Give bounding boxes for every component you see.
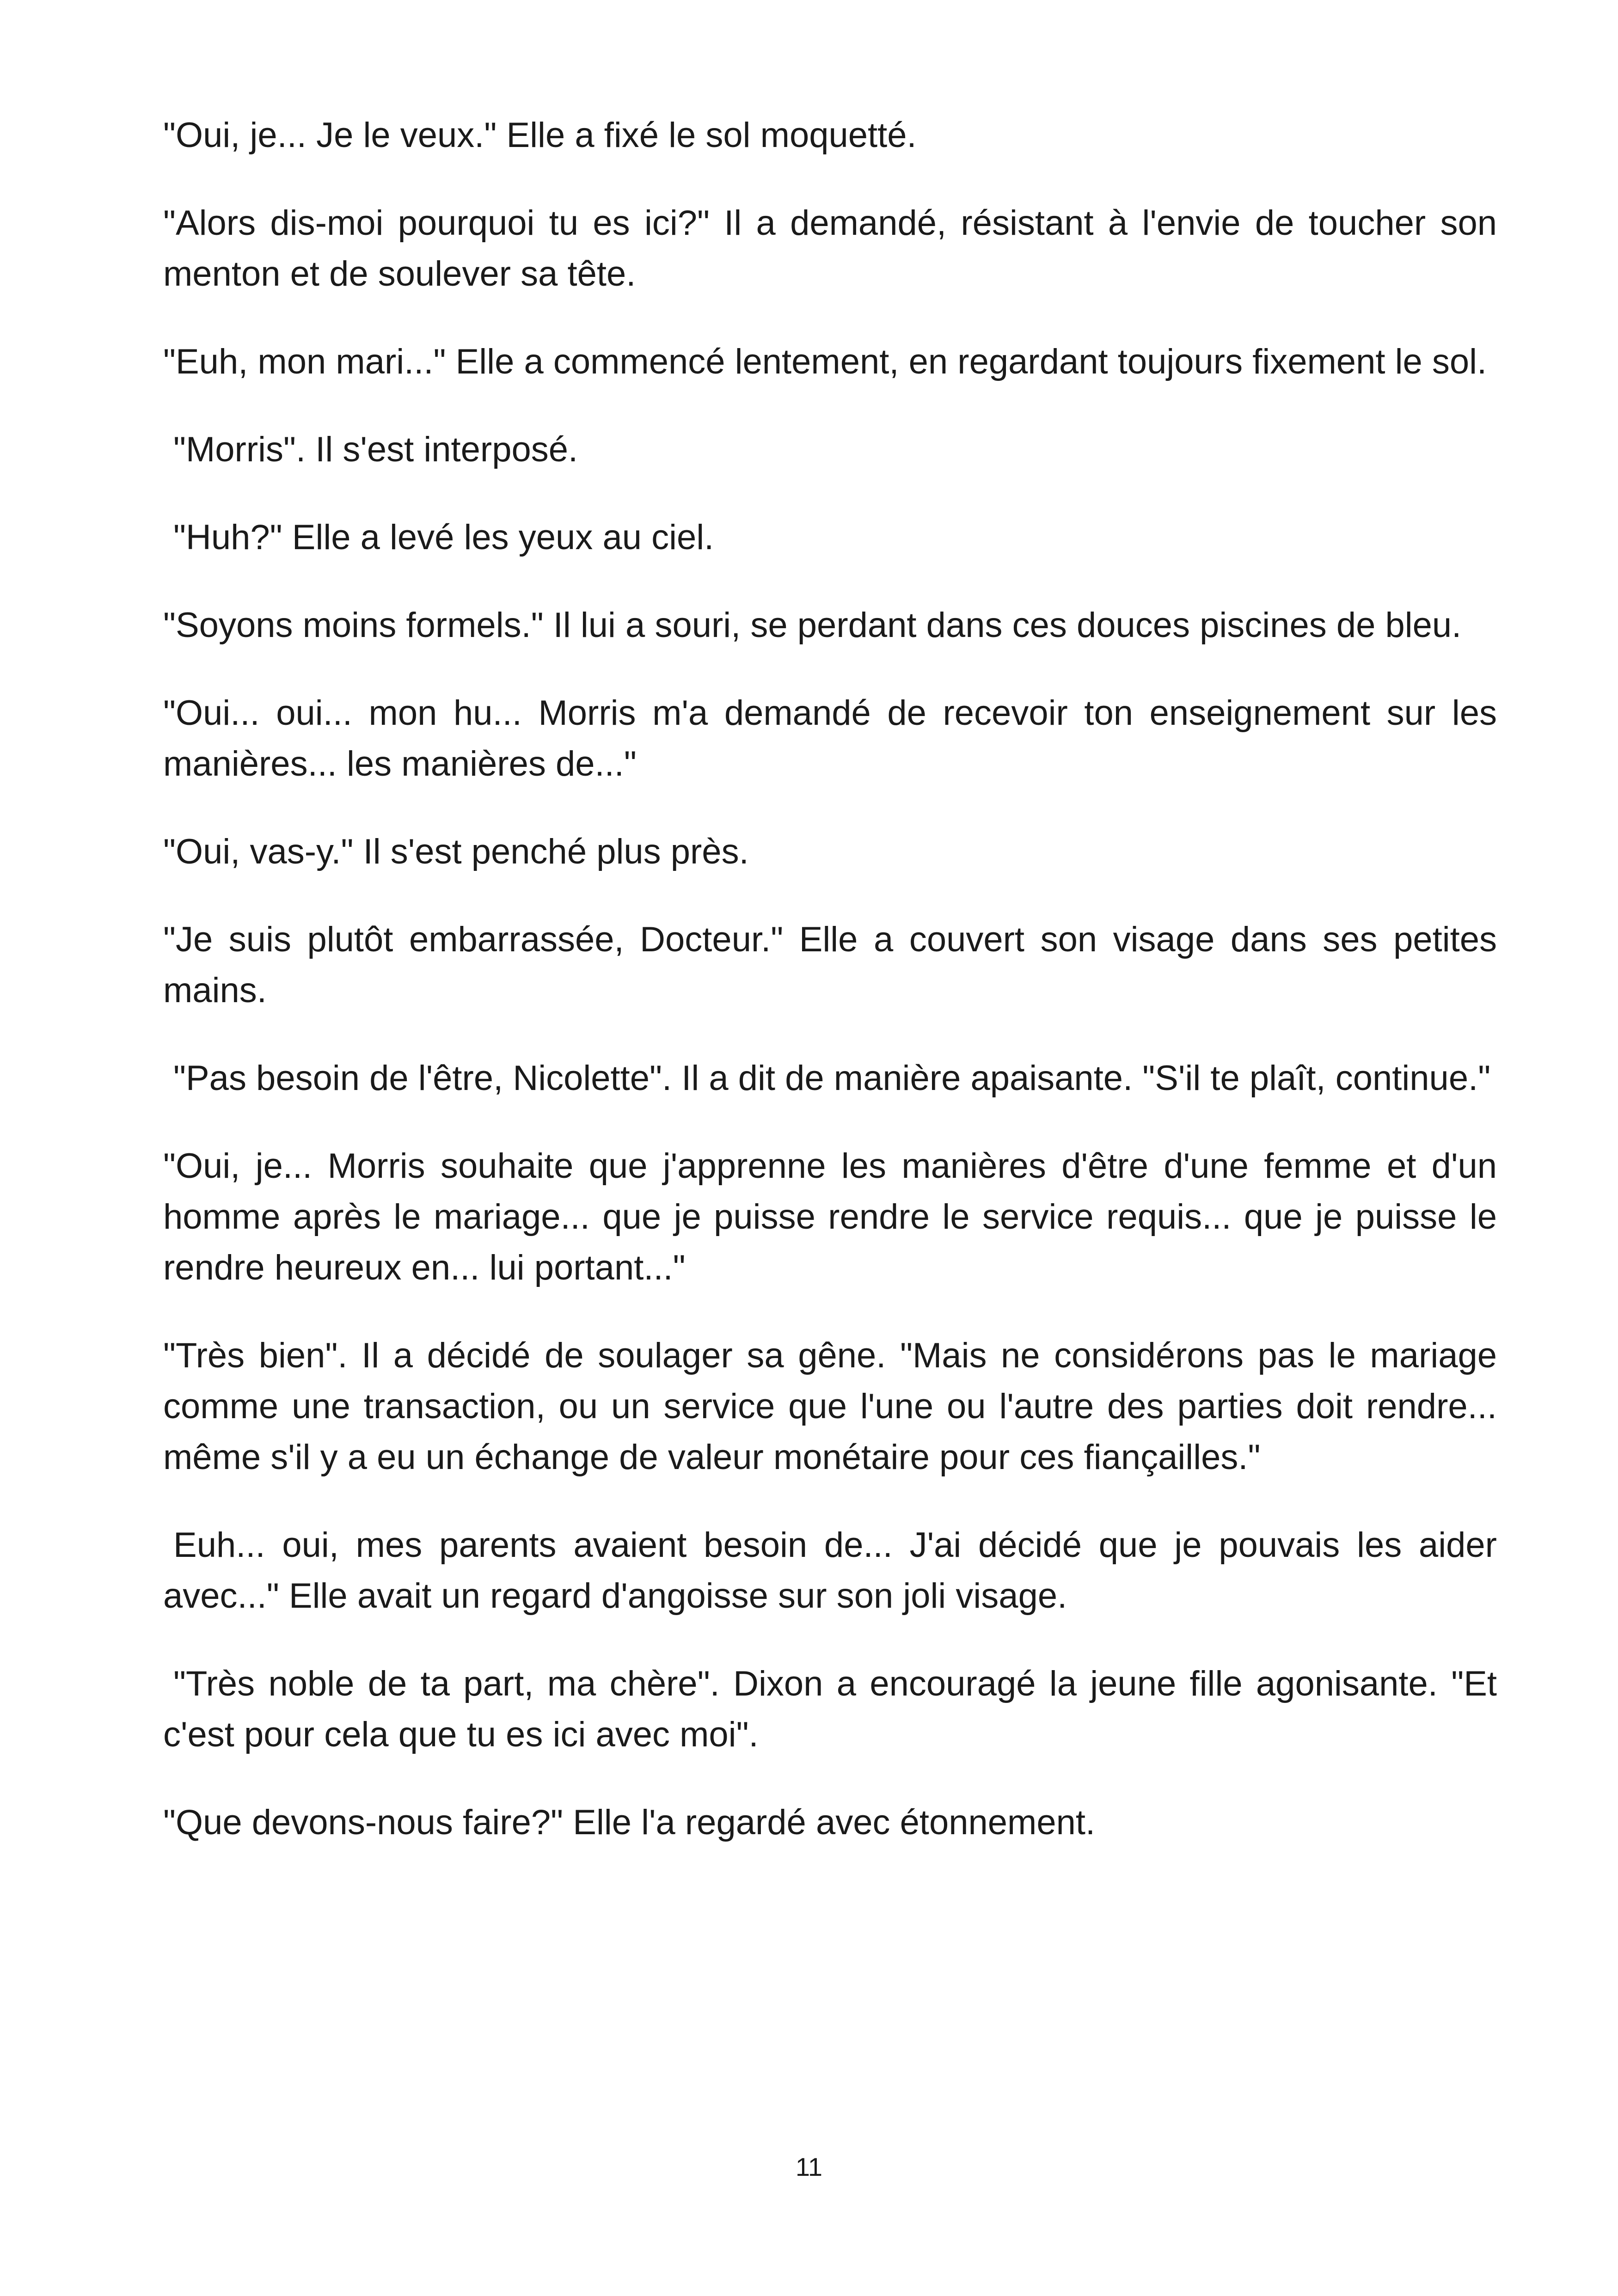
- paragraph: "Pas besoin de l'être, Nicolette". Il a dit de manière apaisante. "S'il te plaît, continue.": [173, 1059, 1491, 1098]
- body-text: [163, 110, 1497, 1885]
- paragraph: "Morris". Il s'est interposé.: [173, 430, 578, 469]
- paragraph: "Oui... oui... mon hu... Morris m'a demandé de recevoir ton enseignement sur les manières... les manières de...": [163, 693, 1497, 784]
- paragraph: "Oui, vas-y." Il s'est penché plus près.: [163, 832, 749, 871]
- paragraph: Euh... oui, mes parents avaient besoin de... J'ai décidé que je pouvais les aider avec..." Elle avait un regard d'angoisse sur son joli visage.: [163, 1525, 1497, 1616]
- paragraph: "Euh, mon mari..." Elle a commencé lentement, en regardant toujours fixement le sol.: [163, 342, 1487, 381]
- paragraph: "Huh?" Elle a levé les yeux au ciel.: [173, 518, 714, 557]
- paragraph: "Je suis plutôt embarrassée, Docteur." Elle a couvert son visage dans ses petites mains.: [163, 920, 1497, 1010]
- paragraph: "Que devons-nous faire?" Elle l'a regardé avec étonnement.: [163, 1803, 1096, 1842]
- paragraph: "Oui, je... Je le veux." Elle a fixé le sol moquetté.: [163, 116, 917, 155]
- paragraph: "Très noble de ta part, ma chère". Dixon a encouragé la jeune fille agonisante. "Et c'est pour cela que tu es ici avec moi".: [163, 1664, 1497, 1754]
- paragraph: "Soyons moins formels." Il lui a souri, se perdant dans ces douces piscines de bleu.: [163, 606, 1462, 645]
- paragraph: "Oui, je... Morris souhaite que j'apprenne les manières d'être d'une femme et d'un homme après le mariage... que je puisse rendre le service requis... que je puisse le rendre heureux en... lui portant...": [163, 1146, 1497, 1287]
- page-number: 11: [795, 2152, 823, 2181]
- paragraph: "Alors dis-moi pourquoi tu es ici?" Il a demandé, résistant à l'envie de toucher son menton et de soulever sa tête.: [163, 203, 1497, 294]
- paragraph: "Très bien". Il a décidé de soulager sa gêne. "Mais ne considérons pas le mariage comme une transaction, ou un service que l'une ou l'autre des parties doit rendre... même s'il y a eu un échange de valeur monétaire pour ces fiançailles.": [163, 1336, 1497, 1477]
